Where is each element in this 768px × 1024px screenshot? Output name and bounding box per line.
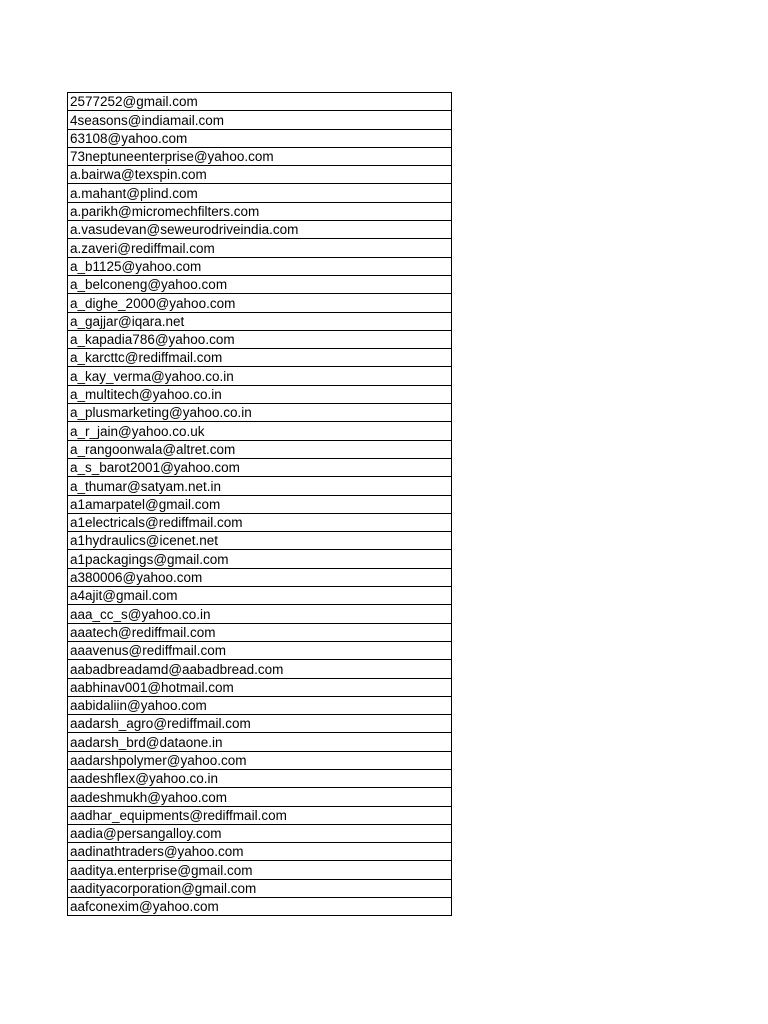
table-row <box>68 715 452 733</box>
table-row <box>68 147 452 165</box>
table-row <box>68 367 452 385</box>
email-cell[interactable]: a_karcttc@rediffmail.com <box>68 349 452 367</box>
email-cell[interactable]: a.zaveri@rediffmail.com <box>68 239 452 257</box>
email-cell[interactable]: aabadbreadamd@aabadbread.com <box>68 660 452 678</box>
email-cell[interactable]: a_rangoonwala@altret.com <box>68 440 452 458</box>
table-row <box>68 93 452 111</box>
table-row <box>68 861 452 879</box>
email-cell[interactable]: a1hydraulics@icenet.net <box>68 532 452 550</box>
table-row <box>68 532 452 550</box>
email-cell[interactable]: aafconexim@yahoo.com <box>68 898 452 916</box>
email-cell[interactable]: a_multitech@yahoo.co.in <box>68 385 452 403</box>
email-cell[interactable]: aadhar_equipments@rediffmail.com <box>68 806 452 824</box>
email-cell[interactable]: a_kay_verma@yahoo.co.in <box>68 367 452 385</box>
table-row <box>68 166 452 184</box>
table-row <box>68 477 452 495</box>
email-cell[interactable]: a_kapadia786@yahoo.com <box>68 330 452 348</box>
email-cell[interactable]: aadeshmukh@yahoo.com <box>68 788 452 806</box>
table-row <box>68 513 452 531</box>
email-cell[interactable]: a_dighe_2000@yahoo.com <box>68 294 452 312</box>
table-row <box>68 751 452 769</box>
table-row <box>68 733 452 751</box>
email-cell[interactable]: 4seasons@indiamail.com <box>68 111 452 129</box>
email-cell[interactable]: a.vasudevan@seweurodriveindia.com <box>68 221 452 239</box>
email-cell[interactable]: a_gajjar@iqara.net <box>68 312 452 330</box>
email-list-body <box>68 93 452 916</box>
email-cell[interactable]: aadia@persangalloy.com <box>68 824 452 842</box>
email-cell[interactable]: a4ajit@gmail.com <box>68 587 452 605</box>
table-row <box>68 440 452 458</box>
table-row <box>68 824 452 842</box>
table-row <box>68 788 452 806</box>
table-row <box>68 404 452 422</box>
email-cell[interactable]: aaatech@rediffmail.com <box>68 623 452 641</box>
email-cell[interactable]: 73neptuneenterprise@yahoo.com <box>68 147 452 165</box>
email-cell[interactable]: a380006@yahoo.com <box>68 568 452 586</box>
email-cell[interactable]: aadarsh_brd@dataone.in <box>68 733 452 751</box>
email-cell[interactable]: a_plusmarketing@yahoo.co.in <box>68 404 452 422</box>
email-cell[interactable]: a_r_jain@yahoo.co.uk <box>68 422 452 440</box>
email-list-table <box>67 92 452 916</box>
table-row <box>68 221 452 239</box>
table-row <box>68 550 452 568</box>
table-row <box>68 879 452 897</box>
table-row <box>68 678 452 696</box>
email-cell[interactable]: aadarshpolymer@yahoo.com <box>68 751 452 769</box>
table-row <box>68 184 452 202</box>
table-row <box>68 605 452 623</box>
table-row <box>68 111 452 129</box>
email-cell[interactable]: aabidaliin@yahoo.com <box>68 696 452 714</box>
email-cell[interactable]: aaditya.enterprise@gmail.com <box>68 861 452 879</box>
table-row <box>68 769 452 787</box>
table-row <box>68 349 452 367</box>
email-cell[interactable]: aaa_cc_s@yahoo.co.in <box>68 605 452 623</box>
table-row <box>68 312 452 330</box>
email-cell[interactable]: aaavenus@rediffmail.com <box>68 641 452 659</box>
table-row <box>68 623 452 641</box>
table-row <box>68 275 452 293</box>
email-cell[interactable]: aadeshflex@yahoo.co.in <box>68 769 452 787</box>
email-cell[interactable]: 63108@yahoo.com <box>68 129 452 147</box>
table-row <box>68 898 452 916</box>
email-cell[interactable]: a_thumar@satyam.net.in <box>68 477 452 495</box>
email-cell[interactable]: a.mahant@plind.com <box>68 184 452 202</box>
table-row <box>68 257 452 275</box>
table-row <box>68 660 452 678</box>
table-row <box>68 129 452 147</box>
table-row <box>68 330 452 348</box>
email-cell[interactable]: aabhinav001@hotmail.com <box>68 678 452 696</box>
table-row <box>68 495 452 513</box>
email-cell[interactable]: a_belconeng@yahoo.com <box>68 275 452 293</box>
email-cell[interactable]: aadarsh_agro@rediffmail.com <box>68 715 452 733</box>
table-row <box>68 294 452 312</box>
email-cell[interactable]: a_b1125@yahoo.com <box>68 257 452 275</box>
email-cell[interactable]: a1amarpatel@gmail.com <box>68 495 452 513</box>
email-cell[interactable]: a1electricals@rediffmail.com <box>68 513 452 531</box>
email-cell[interactable]: a.parikh@micromechfilters.com <box>68 202 452 220</box>
table-row <box>68 696 452 714</box>
email-cell[interactable]: a.bairwa@texspin.com <box>68 166 452 184</box>
table-row <box>68 843 452 861</box>
table-row <box>68 385 452 403</box>
email-cell[interactable]: aadityacorporation@gmail.com <box>68 879 452 897</box>
table-row <box>68 202 452 220</box>
email-cell[interactable]: a1packagings@gmail.com <box>68 550 452 568</box>
table-row <box>68 641 452 659</box>
table-row <box>68 587 452 605</box>
table-row <box>68 568 452 586</box>
email-cell[interactable]: 2577252@gmail.com <box>68 93 452 111</box>
email-cell[interactable]: aadinathtraders@yahoo.com <box>68 843 452 861</box>
email-cell[interactable]: a_s_barot2001@yahoo.com <box>68 458 452 476</box>
table-row <box>68 806 452 824</box>
table-row <box>68 239 452 257</box>
table-row <box>68 458 452 476</box>
table-row <box>68 422 452 440</box>
